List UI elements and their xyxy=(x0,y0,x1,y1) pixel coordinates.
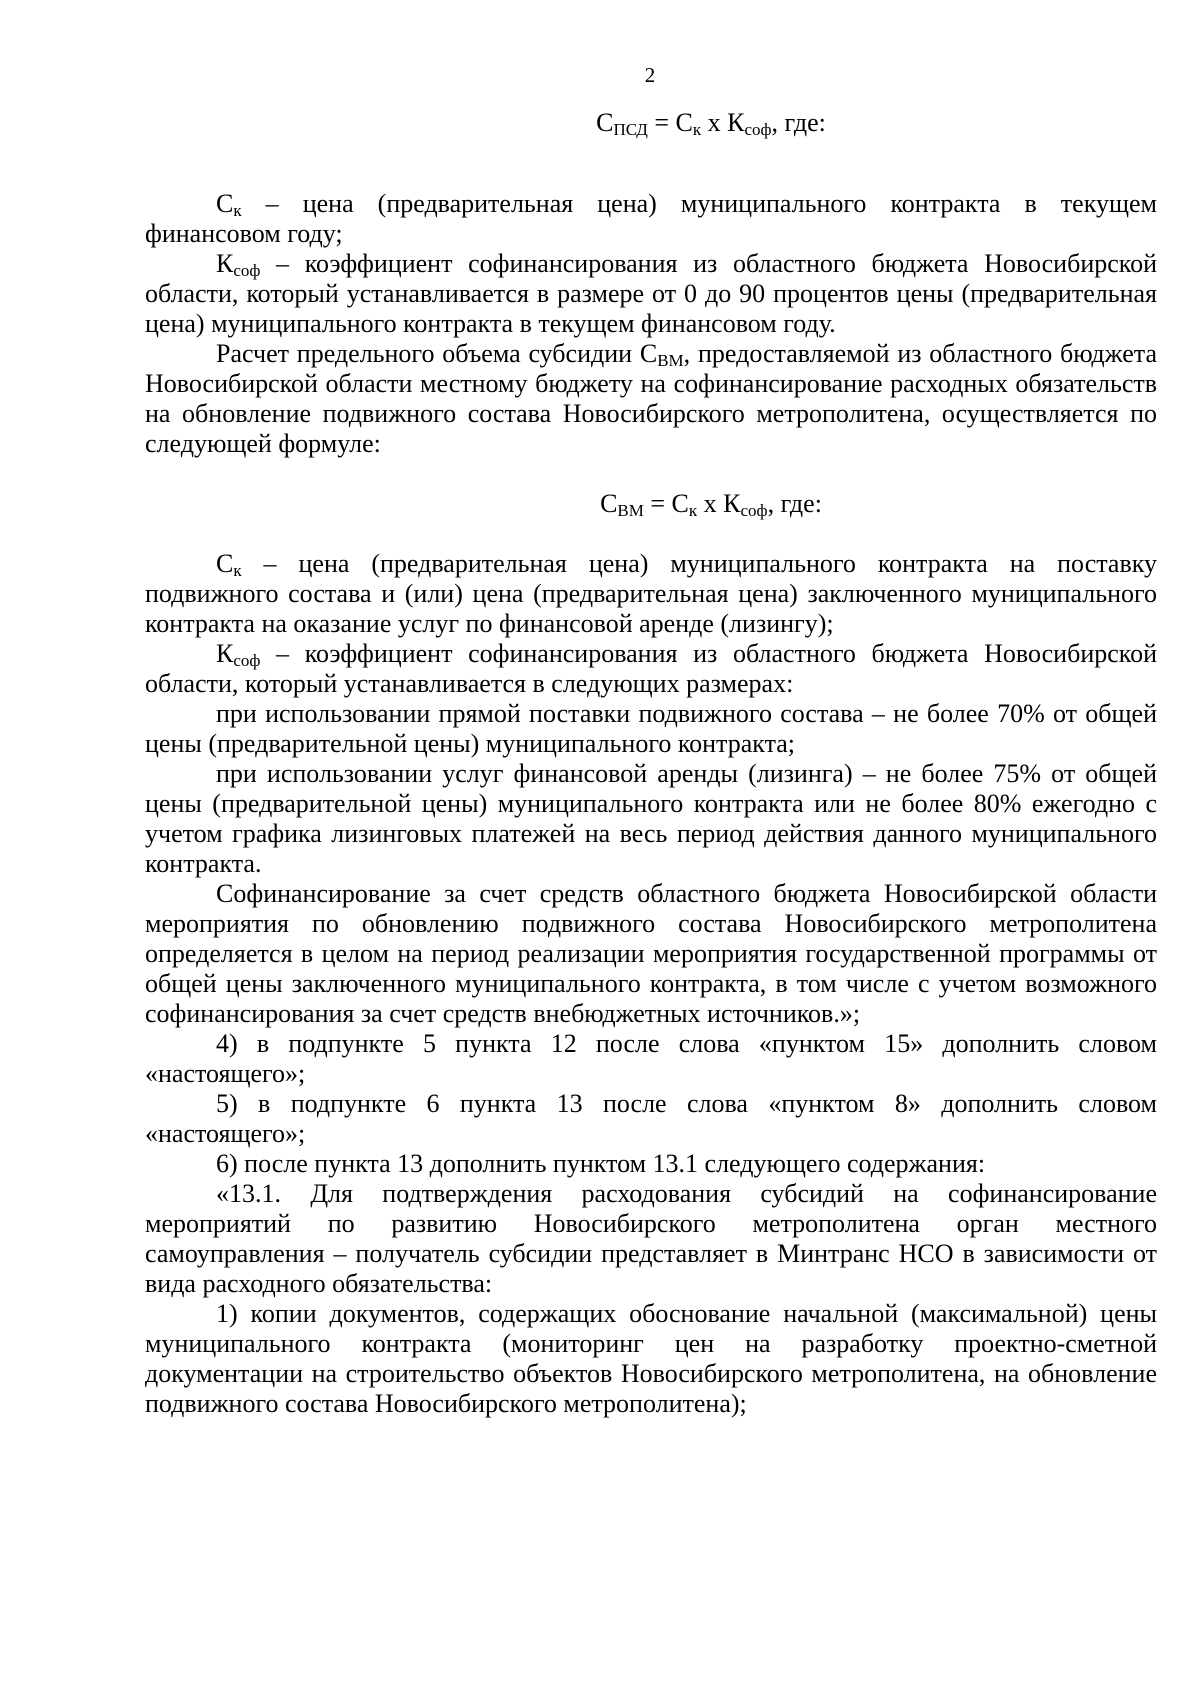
formula-times-k: х К xyxy=(697,489,741,518)
formula-tail: , где: xyxy=(767,489,822,518)
ck-symbol: С xyxy=(216,189,234,218)
paragraph-ksof-definition-1 xyxy=(145,249,1157,339)
formula-svm xyxy=(145,489,1157,519)
spacer xyxy=(145,459,1157,489)
formula-equals-ck: = С xyxy=(643,489,689,518)
ksof-subscript: соф xyxy=(233,651,261,670)
formula-ck-subscript: к xyxy=(692,120,702,139)
spacer xyxy=(145,519,1157,549)
formula-ksof-subscript: соф xyxy=(744,120,772,139)
paragraph-calculation-intro xyxy=(145,339,1157,459)
ck-definition-text: – цена (предварительная цена) муниципального контракта на поставку подвижного состава и (или) цена (предварительная цена) заключенного муниципального контракта на оказание услуг по финансовой аренде (лизингу); xyxy=(145,549,1157,638)
paragraph-ck-definition-1 xyxy=(145,189,1157,249)
formula-lhs-subscript: ВМ xyxy=(617,501,644,520)
formula-times-k: х К xyxy=(701,108,745,137)
document-body xyxy=(145,108,1157,1419)
formula-lhs-subscript: ПСД xyxy=(613,120,648,139)
paragraph-ck-definition-2 xyxy=(145,549,1157,639)
formula-ksof-subscript: соф xyxy=(740,501,768,520)
paragraph-direct-supply: при использовании прямой поставки подвижного состава – не более 70% от общей цены (предварительной цены) муниципального контракта; xyxy=(145,699,1157,758)
calc-text-after: , предоставляемой из областного бюджета Новосибирской области местному бюджету на софинансирование расходных обязательств на обновление подвижного состава Новосибирского метрополитена, осуществляется по следующей формуле: xyxy=(145,339,1157,458)
ksof-definition-text: – коэффициент софинансирования из областного бюджета Новосибирской области, который устанавливается в размере от 0 до 90 процентов цены (предварительная цена) муниципального контракта в текущем финансовом году. xyxy=(145,249,1157,338)
paragraph-item-5: 5) в подпункте 6 пункта 13 после слова «пунктом 8» дополнить словом «настоящего»; xyxy=(145,1089,1157,1148)
ck-subscript: к xyxy=(233,201,242,220)
page-number: 2 xyxy=(644,63,656,87)
formula-equals-ck: = С xyxy=(647,108,693,137)
ksof-definition-text: – коэффициент софинансирования из областного бюджета Новосибирской области, который устанавливается в следующих размерах: xyxy=(145,639,1157,698)
paragraph-ksof-definition-2 xyxy=(145,639,1157,699)
paragraph-subitem-1: 1) копии документов, содержащих обоснование начальной (максимальной) цены муниципального контракта (мониторинг цен на разработку проектно-сметной документации на строительство объектов Новосибирского метрополитена, на обновление подвижного состава Новосибирского метрополитена); xyxy=(145,1299,1157,1418)
ksof-subscript: соф xyxy=(233,261,261,280)
formula-ck-subscript: к xyxy=(688,501,698,520)
ck-definition-text: – цена (предварительная цена) муниципального контракта в текущем финансовом году; xyxy=(145,189,1157,248)
paragraph-item-4: 4) в подпункте 5 пункта 12 после слова «пунктом 15» дополнить словом «настоящего»; xyxy=(145,1029,1157,1088)
ksof-symbol: К xyxy=(216,249,234,278)
paragraph-item-6: 6) после пункта 13 дополнить пунктом 13.1 следующего содержания: xyxy=(216,1149,986,1178)
formula-lhs-symbol: С xyxy=(596,108,614,137)
ck-subscript: к xyxy=(233,561,242,580)
paragraph-13-1: «13.1. Для подтверждения расходования субсидий на софинансирование мероприятий по развитию Новосибирского метрополитена орган местного самоуправления – получатель субсидии представляет в Минтранс НСО в зависимости от вида расходного обязательства: xyxy=(145,1179,1157,1298)
paragraph-cofinancing: Софинансирование за счет средств областного бюджета Новосибирской области мероприятия по обновлению подвижного состава Новосибирского метрополитена определяется в целом на период реализации мероприятия государственной программы от общей цены заключенного муниципального контракта, в том числе с учетом возможного софинансирования за счет средств внебюджетных источников.»; xyxy=(145,879,1157,1028)
formula-lhs-symbol: С xyxy=(600,489,618,518)
calc-subscript: ВМ xyxy=(657,351,684,370)
formula-tail: , где: xyxy=(771,108,826,137)
ck-symbol: С xyxy=(216,549,234,578)
formula-spsd xyxy=(145,108,1157,138)
calc-text-before: Расчет предельного объема субсидии С xyxy=(216,339,658,368)
ksof-symbol: К xyxy=(216,639,234,668)
paragraph-leasing: при использовании услуг финансовой аренды (лизинга) – не более 75% от общей цены (предварительной цены) муниципального контракта или не более 80% ежегодно с учетом графика лизинговых платежей на весь период действия данного муниципального контракта. xyxy=(145,759,1157,878)
spacer xyxy=(145,138,1157,189)
